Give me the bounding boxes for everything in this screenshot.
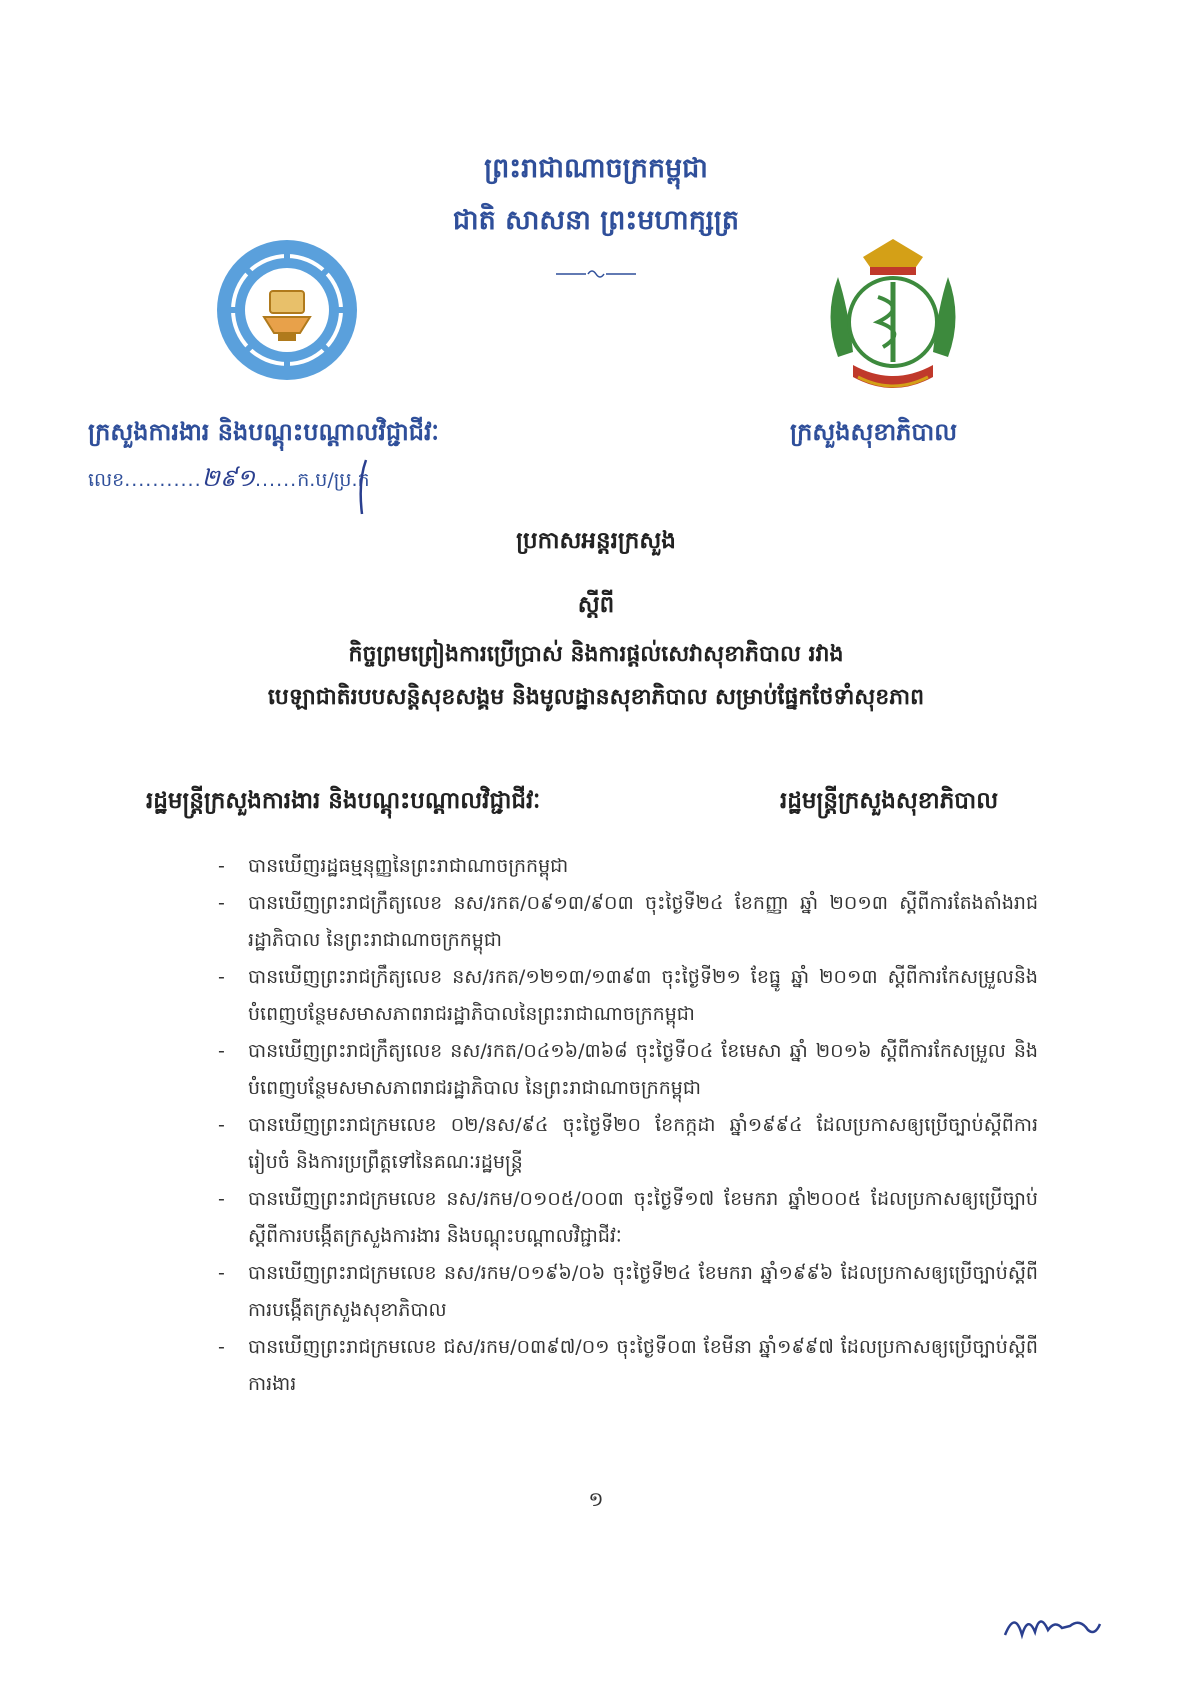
reference-label: លេខ — [88, 469, 125, 491]
document-about: ស្តីពី — [577, 592, 615, 618]
minister-labour-title: រដ្ឋមន្ត្រីក្រសួងការងារ និងបណ្តុះបណ្តាលវិជ្ជាជីវៈ — [146, 788, 541, 814]
list-item: - បានឃើញព្រះរាជក្រឹត្យលេខ នស/រកត/០៩១៣/៩០៣ ចុះថ្ងៃទី២៤ ខែកញ្ញា ឆ្នាំ ២០១៣ ស្តីពីការតែងតាំងរាជរដ្ឋាភិបាល នៃព្រះរាជាណាចក្រកម្ពុជា — [218, 892, 1038, 951]
handwritten-initials-icon — [1000, 1600, 1120, 1650]
ministry-of-health-emblem-icon — [808, 237, 978, 407]
handwritten-mark-icon — [356, 452, 446, 522]
reference-suffix: ក.ប/ប្រ.ក — [297, 469, 370, 491]
document-type: ប្រកាសអន្តរក្រសួង — [516, 528, 676, 554]
page-number: ១ — [588, 1487, 604, 1511]
reference-number: ២៩១ — [201, 464, 255, 492]
divider-ornament-icon — [556, 268, 636, 280]
national-motto: ជាតិ សាសនា ព្រះមហាក្សត្រ — [452, 205, 740, 236]
ministry-labour-name: ក្រសួងការងារ និងបណ្តុះបណ្តាលវិជ្ជាជីវៈ — [88, 418, 439, 446]
minister-health-title: រដ្ឋមន្ត្រីក្រសួងសុខាភិបាល — [780, 788, 999, 814]
subject-line-2: បេឡាជាតិរបបសន្តិសុខសង្គម និងមូលដ្ឋានសុខាភិបាល សម្រាប់ផ្នែកថែទាំសុខភាព — [267, 685, 925, 710]
list-item: - បានឃើញព្រះរាជក្រមលេខ នស/រកម/០១៩៦/០៦ ចុះថ្ងៃទី២៤ ខែមករា ឆ្នាំ១៩៩៦ ដែលប្រកាសឲ្យប្រើច្បាប់ស្តីពីការបង្កើតក្រសួងសុខាភិបាល — [218, 1262, 1038, 1321]
list-item: - បានឃើញព្រះរាជក្រមលេខ នស/រកម/០១០៥/០០៣ ចុះថ្ងៃទី១៧ ខែមករា ឆ្នាំ២០០៥ ដែលប្រកាសឲ្យប្រើច្បាប់ស្តីពីការបង្កើតក្រសួងការងារ និងបណ្តុះបណ្តាលវិជ្ជាជីវៈ — [218, 1188, 1038, 1247]
list-item: - បានឃើញព្រះរាជក្រឹត្យលេខ នស/រកត/០៤១៦/៣៦៨ ចុះថ្ងៃទី០៤ ខែមេសា ឆ្នាំ ២០១៦ ស្តីពីការកែសម្រួល និងបំពេញបន្ថែមសមាសភាពរាជរដ្ឋាភិបាល នៃព្រះរាជាណាចក្រកម្ពុជា — [218, 1040, 1038, 1099]
kingdom-heading: ព្រះរាជាណាចក្រកម្ពុជា — [484, 153, 708, 184]
recitals-list — [218, 848, 1038, 1403]
list-item: - បានឃើញរដ្ឋធម្មនុញ្ញនៃព្រះរាជាណាចក្រកម្ពុជា — [218, 855, 569, 877]
subject-line-1: កិច្ចព្រមព្រៀងការប្រើប្រាស់ និងការផ្តល់សេវាសុខាភិបាល រវាង — [348, 642, 844, 667]
list-item: - បានឃើញព្រះរាជក្រមលេខ ០២/នស/៩៤ ចុះថ្ងៃទី២០ ខែកក្កដា ឆ្នាំ១៩៩៤ ដែលប្រកាសឲ្យប្រើច្បាប់ស្តីពីការរៀបចំ និងការប្រព្រឹត្តទៅនៃគណៈរដ្ឋមន្ត្រី — [218, 1114, 1038, 1173]
reference-number-line: លេខ...........២៩១......ក.ប/ប្រ.ក — [88, 464, 370, 492]
ministry-of-labour-emblem-icon — [212, 235, 362, 385]
list-item: - បានឃើញព្រះរាជក្រមលេខ ជស/រកម/០៣៩៧/០១ ចុះថ្ងៃទី០៣ ខែមីនា ឆ្នាំ១៩៩៧ ដែលប្រកាសឲ្យប្រើច្បាប់ស្តីពីការងារ — [218, 1336, 1038, 1395]
ministry-health-name: ក្រសួងសុខាភិបាល — [790, 418, 958, 446]
list-item: - បានឃើញព្រះរាជក្រឹត្យលេខ នស/រកត/១២១៣/១៣៩៣ ចុះថ្ងៃទី២១ ខែធ្នូ ឆ្នាំ ២០១៣ ស្តីពីការកែសម្រួលនិងបំពេញបន្ថែមសមាសភាពរាជរដ្ឋាភិបាលនៃព្រះរាជាណាចក្រកម្ពុជា — [218, 966, 1038, 1025]
